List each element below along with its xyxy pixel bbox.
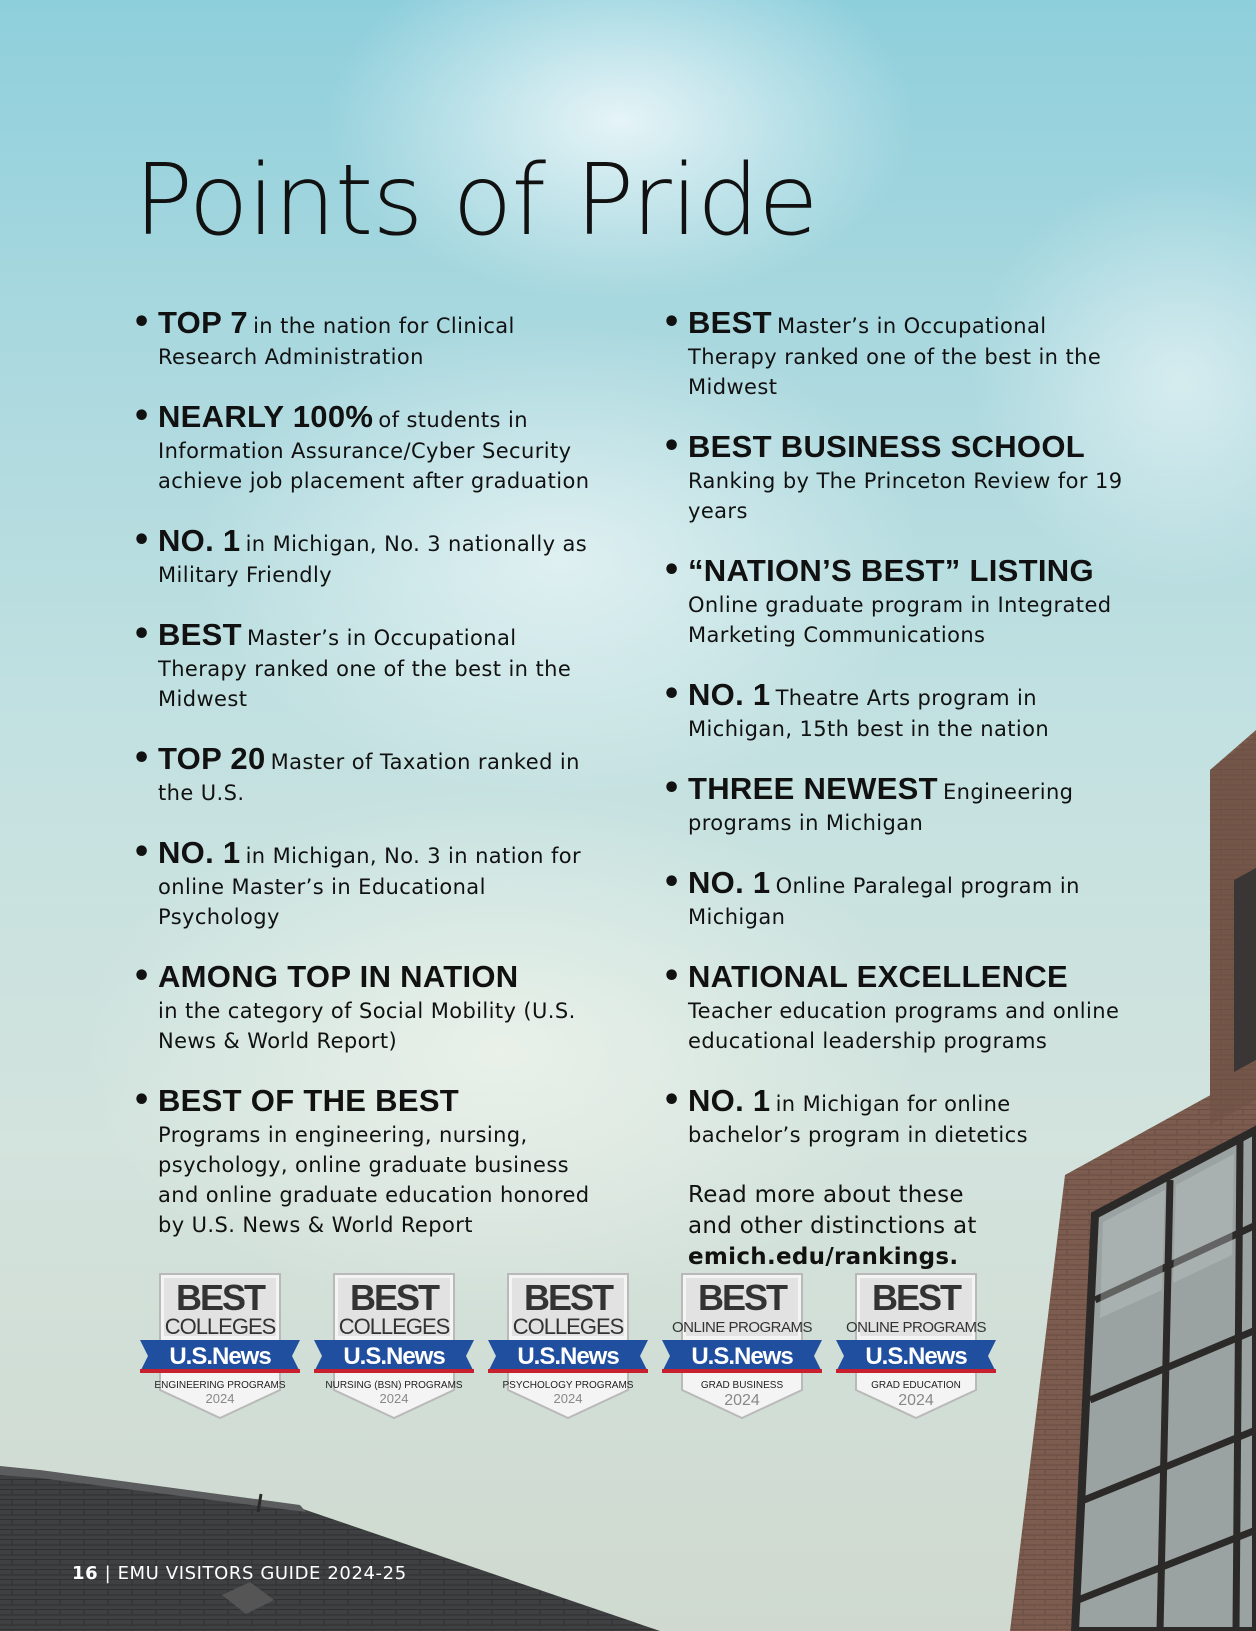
- item-headline: NO. 1: [688, 677, 771, 712]
- item-headline: NO. 1: [158, 835, 241, 870]
- list-item: [660, 676, 1130, 744]
- item-headline: TOP 7: [158, 305, 248, 340]
- page-number: 16: [72, 1563, 99, 1584]
- badge-row: [140, 1272, 1000, 1432]
- item-headline: BEST BUSINESS SCHOOL: [688, 429, 1085, 464]
- badge-year-text: 2024: [724, 1392, 760, 1409]
- badge-type-text: COLLEGES: [164, 1314, 276, 1339]
- item-description: in Michigan, No. 3 in nation for online Master’s in Educational Psychology: [158, 844, 582, 929]
- list-item: [130, 398, 600, 496]
- item-description: Online Paralegal program in Michigan: [688, 874, 1080, 929]
- item-description: Ranking by The Princeton Review for 19 years: [688, 469, 1123, 523]
- bullet-icon: •: [132, 305, 152, 340]
- badge-best-text: BEST: [697, 1277, 787, 1318]
- read-more-line: Read more about these: [688, 1182, 964, 1208]
- bullet-icon: •: [662, 429, 682, 464]
- badge-type-text: COLLEGES: [512, 1314, 624, 1339]
- item-headline: “NATION’S BEST” LISTING: [688, 553, 1094, 588]
- footer-separator: |: [104, 1563, 112, 1584]
- item-description: Master of Taxation ranked in the U.S.: [158, 750, 580, 805]
- bullet-icon: •: [662, 553, 682, 588]
- us-news-badge: [488, 1272, 648, 1422]
- badge-year-text: 2024: [205, 1391, 235, 1406]
- list-item: [130, 834, 600, 932]
- bullet-icon: •: [662, 1083, 682, 1118]
- bullet-icon: •: [662, 959, 682, 994]
- badge-year-text: 2024: [553, 1391, 583, 1406]
- page-title: Points of Pride: [134, 144, 818, 258]
- item-description: Engineering programs in Michigan: [688, 780, 1074, 835]
- bullet-icon: •: [132, 617, 152, 652]
- bullet-icon: •: [132, 523, 152, 558]
- item-description: Teacher education programs and online educational leadership programs: [688, 999, 1120, 1053]
- item-headline: BEST: [158, 617, 242, 652]
- list-item: [130, 522, 600, 590]
- badge-category-text: ENGINEERING PROGRAMS: [154, 1380, 286, 1391]
- us-news-badge: [140, 1272, 300, 1422]
- bullet-icon: •: [662, 677, 682, 712]
- badge-type-text: COLLEGES: [338, 1314, 450, 1339]
- bullet-icon: •: [132, 835, 152, 870]
- list-item: [660, 304, 1130, 402]
- list-item: [660, 1082, 1130, 1150]
- footer-text: EMU VISITORS GUIDE 2024-25: [117, 1563, 407, 1584]
- item-headline: NO. 1: [688, 1083, 771, 1118]
- badge-brand-text: U.S.News: [865, 1343, 967, 1370]
- item-headline: NO. 1: [158, 523, 241, 558]
- rankings-link[interactable]: emich.edu/rankings.: [688, 1244, 959, 1270]
- badge-category-text: GRAD EDUCATION: [871, 1380, 961, 1391]
- list-item: [660, 552, 1130, 650]
- bullet-icon: •: [132, 959, 152, 994]
- item-description: Theatre Arts program in Michigan, 15th best in the nation: [688, 686, 1050, 741]
- list-item: [660, 428, 1130, 526]
- item-headline: BEST OF THE BEST: [158, 1083, 460, 1118]
- item-headline: TOP 20: [158, 741, 266, 776]
- badge-category-text: PSYCHOLOGY PROGRAMS: [502, 1380, 634, 1391]
- item-headline: NEARLY 100%: [158, 399, 374, 434]
- badge-brand-text: U.S.News: [169, 1343, 271, 1370]
- item-description: of students in Information Assurance/Cyber Security achieve job placement after graduation: [158, 408, 590, 493]
- bullet-icon: •: [662, 771, 682, 806]
- bullet-icon: •: [132, 399, 152, 434]
- bullet-icon: •: [132, 1083, 152, 1118]
- item-description: Master’s in Occupational Therapy ranked one of the best in the Midwest: [688, 314, 1102, 399]
- bullet-icon: •: [132, 741, 152, 776]
- left-column: [130, 304, 600, 1266]
- item-description: in Michigan for online bachelor’s program in dietetics: [688, 1092, 1028, 1147]
- list-item: [660, 864, 1130, 932]
- badge-category-text: GRAD BUSINESS: [700, 1380, 784, 1391]
- badge-brand-text: U.S.News: [517, 1343, 619, 1370]
- list-item: [130, 958, 600, 1056]
- item-headline: AMONG TOP IN NATION: [158, 959, 519, 994]
- us-news-badge: [662, 1272, 822, 1422]
- item-description: Programs in engineering, nursing, psychology, online graduate business and online graduate education honored by U.S. News & World Report: [158, 1123, 590, 1237]
- us-news-badge: [836, 1272, 996, 1422]
- bullet-icon: •: [662, 865, 682, 900]
- item-headline: NATIONAL EXCELLENCE: [688, 959, 1069, 994]
- badge-brand-text: U.S.News: [691, 1343, 793, 1370]
- item-description: in the category of Social Mobility (U.S. News & World Report): [158, 999, 576, 1053]
- badge-year-text: 2024: [379, 1391, 409, 1406]
- badge-type-text: ONLINE PROGRAMS: [845, 1319, 987, 1336]
- list-item: [660, 958, 1130, 1056]
- badge-best-text: BEST: [871, 1277, 961, 1318]
- list-item: [660, 770, 1130, 838]
- item-description: Master’s in Occupational Therapy ranked one of the best in the Midwest: [158, 626, 572, 711]
- badge-brand-text: U.S.News: [343, 1343, 445, 1370]
- us-news-badge: [314, 1272, 474, 1422]
- list-item: [130, 740, 600, 808]
- list-item: [130, 616, 600, 714]
- read-more: [688, 1180, 1130, 1273]
- bullet-icon: •: [662, 305, 682, 340]
- right-column: [660, 304, 1130, 1273]
- list-item: [130, 1082, 600, 1240]
- item-headline: BEST: [688, 305, 772, 340]
- badge-type-text: ONLINE PROGRAMS: [671, 1319, 813, 1336]
- page-footer: [72, 1563, 407, 1584]
- read-more-line: and other distinctions at: [688, 1213, 977, 1239]
- badge-year-text: 2024: [898, 1392, 934, 1409]
- badge-best-text: BEST: [349, 1277, 439, 1318]
- item-description: Online graduate program in Integrated Marketing Communications: [688, 593, 1112, 647]
- list-item: [130, 304, 600, 372]
- item-headline: THREE NEWEST: [688, 771, 938, 806]
- badge-best-text: BEST: [175, 1277, 265, 1318]
- badge-category-text: NURSING (BSN) PROGRAMS: [325, 1380, 463, 1391]
- item-headline: NO. 1: [688, 865, 771, 900]
- badge-best-text: BEST: [523, 1277, 613, 1318]
- item-description: in the nation for Clinical Research Administration: [158, 314, 515, 369]
- item-description: in Michigan, No. 3 nationally as Military Friendly: [158, 532, 588, 587]
